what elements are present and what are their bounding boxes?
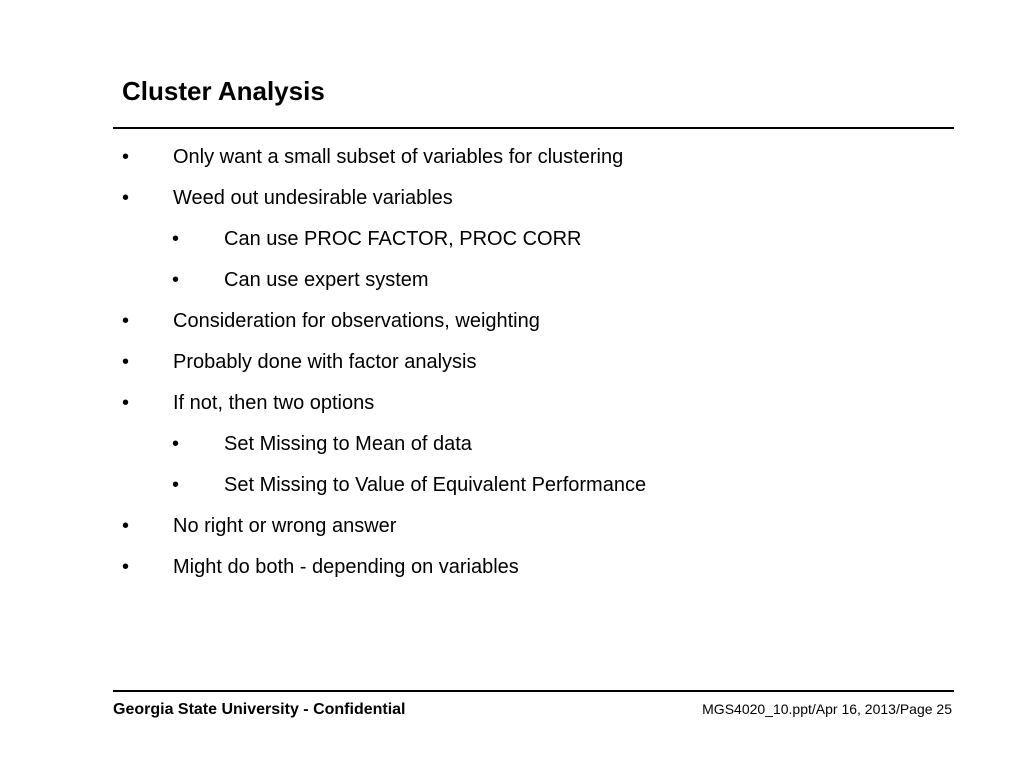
bullet-text: No right or wrong answer	[173, 515, 397, 537]
sub-bullet-item	[0, 428, 1024, 469]
bullet-text: Set Missing to Value of Equivalent Performance	[224, 474, 647, 496]
bullet-text: Weed out undesirable variables	[173, 187, 453, 209]
bullet-marker: •	[122, 392, 130, 414]
bullet-marker: •	[122, 351, 130, 373]
bullet-list	[0, 141, 1024, 592]
bullet-text: Set Missing to Mean of data	[224, 433, 472, 455]
bullet-text: Probably done with factor analysis	[173, 351, 477, 373]
bullet-item	[0, 182, 1024, 223]
bullet-marker: •	[172, 269, 180, 291]
bullet-text: Can use PROC FACTOR, PROC CORR	[224, 228, 582, 250]
bullet-text: Only want a small subset of variables for clustering	[173, 146, 624, 168]
bullet-marker: •	[122, 310, 130, 332]
bullet-marker: •	[122, 556, 130, 578]
footer-organization: Georgia State University - Confidential	[113, 701, 406, 718]
bullet-text: If not, then two options	[173, 392, 375, 414]
title-divider	[113, 127, 954, 129]
sub-bullet-item	[0, 223, 1024, 264]
bullet-item	[0, 141, 1024, 182]
footer-divider	[113, 690, 954, 692]
bullet-text: Consideration for observations, weighting	[173, 310, 540, 332]
bullet-marker: •	[172, 228, 180, 250]
bullet-marker: •	[172, 474, 180, 496]
bullet-item	[0, 510, 1024, 551]
bullet-item	[0, 346, 1024, 387]
bullet-item	[0, 551, 1024, 592]
bullet-marker: •	[122, 146, 130, 168]
sub-bullet-item	[0, 264, 1024, 305]
sub-bullet-item	[0, 469, 1024, 510]
bullet-marker: •	[122, 515, 130, 537]
bullet-item	[0, 387, 1024, 428]
bullet-item	[0, 305, 1024, 346]
slide-title: Cluster Analysis	[122, 76, 325, 106]
bullet-marker: •	[122, 187, 130, 209]
bullet-marker: •	[172, 433, 180, 455]
bullet-text: Can use expert system	[224, 269, 429, 291]
footer-page-info: MGS4020_10.ppt/Apr 16, 2013/Page 25	[702, 701, 952, 717]
bullet-text: Might do both - depending on variables	[173, 556, 519, 578]
